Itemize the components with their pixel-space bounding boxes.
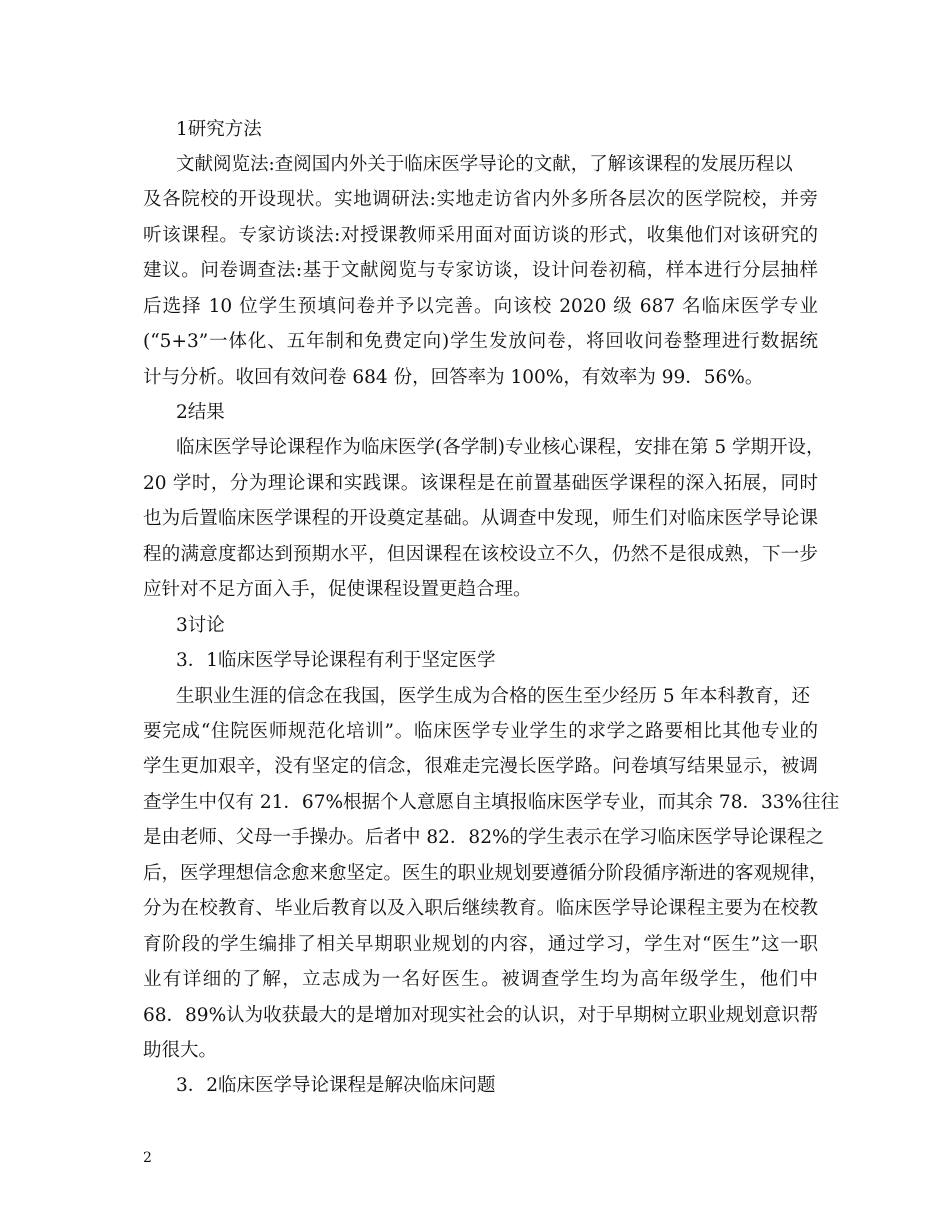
paragraph-line: 文献阅览法:查阅国内外关于临床医学导论的文献，了解该课程的发展历程以 xyxy=(176,154,793,175)
subsection-heading: 3．1临床医学导论课程有利于坚定医学 xyxy=(176,650,496,671)
paragraph-line: 68．89%认为收获最大的是增加对现实社会的认识，对于早期树立职业规划意识帮 xyxy=(143,1005,819,1026)
paragraph-line: 后，医学理想信念愈来愈坚定。医生的职业规划要遵循分阶段循序渐进的客观规律， xyxy=(143,863,828,884)
page-number: 2 xyxy=(143,1150,152,1166)
paragraph-line: 业有详细的了解，立志成为一名好医生。被调查学生均为高年级学生，他们中 xyxy=(143,969,818,990)
paragraph-line: 查学生中仅有 21．67%根据个人意愿自主填报临床医学专业，而其余 78．33%往往 xyxy=(143,792,840,813)
paragraph-line: 要完成“住院医师规范化培训”。临床医学专业学生的求学之路要相比其他专业的 xyxy=(143,721,818,742)
paragraph-line: 及各院校的开设现状。实地调研法:实地走访省内外多所各层次的医学院校，并旁 xyxy=(143,189,818,210)
paragraph-line: (“5+3”一体化、五年制和免费定向)学生发放问卷，将回收问卷整理进行数据统 xyxy=(143,331,818,352)
paragraph-line: 是由老师、父母一手操办。后者中 82．82%的学生表示在学习临床医学导论课程之 xyxy=(143,827,825,848)
paragraph-line: 程的满意度都达到预期水平，但因课程在该校设立不久，仍然不是很成熟，下一步 xyxy=(143,544,818,565)
paragraph-line: 计与分析。收回有效问卷 684 份，回答率为 100%，有效率为 99．56%。 xyxy=(143,367,764,388)
paragraph-line: 临床医学导论课程作为临床医学(各学制)专业核心课程，安排在第 5 学期开设， xyxy=(176,437,825,458)
paragraph-line: 助很大。 xyxy=(143,1040,218,1061)
paragraph-line: 育阶段的学生编排了相关早期职业规划的内容，通过学习，学生对“医生”这一职 xyxy=(143,934,818,955)
paragraph-line: 学生更加艰辛，没有坚定的信念，很难走完漫长医学路。问卷填写结果显示，被调 xyxy=(143,756,818,777)
paragraph-line: 也为后置临床医学课程的开设奠定基础。从调查中发现，师生们对临床医学导论课 xyxy=(143,508,818,529)
paragraph-line: 生职业生涯的信念在我国，医学生成为合格的医生至少经历 5 年本科教育，还 xyxy=(176,686,811,707)
paragraph-line: 应针对不足方面入手，促使课程设置更趋合理。 xyxy=(143,579,532,600)
paragraph-line: 分为在校教育、毕业后教育以及入职后继续教育。临床医学导论课程主要为在校教 xyxy=(143,898,818,919)
section-heading-results: 2结果 xyxy=(176,402,225,423)
section-heading-discussion: 3讨论 xyxy=(176,615,225,636)
subsection-heading: 3．2临床医学导论课程是解决临床问题 xyxy=(176,1075,496,1096)
paragraph-line: 后选择 10 位学生预填问卷并予以完善。向该校 2020 级 687 名临床医学专业 xyxy=(143,296,818,317)
paragraph-line: 建议。问卷调查法:基于文献阅览与专家访谈，设计问卷初稿，样本进行分层抽样 xyxy=(143,260,818,281)
paragraph-line: 听该课程。专家访谈法:对授课教师采用面对面访谈的形式，收集他们对该研究的 xyxy=(143,225,818,246)
paragraph-line: 20 学时，分为理论课和实践课。该课程是在前置基础医学课程的深入拓展，同时 xyxy=(143,473,818,494)
section-heading-methods: 1研究方法 xyxy=(176,119,262,140)
